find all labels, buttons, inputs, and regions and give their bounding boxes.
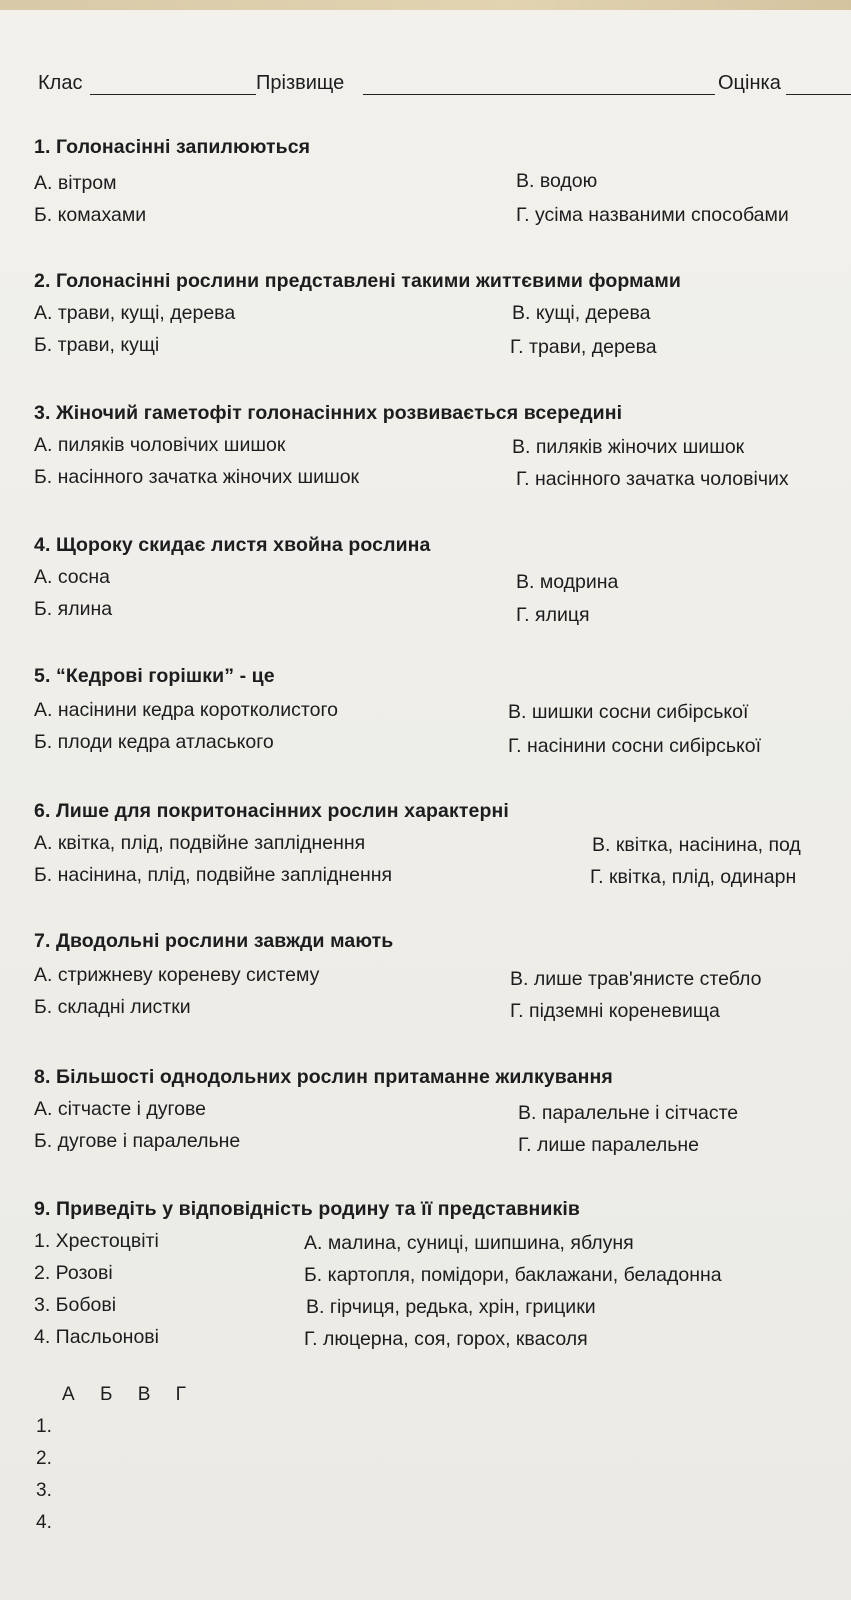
option-b: Б. дугове і паралельне bbox=[34, 1130, 241, 1152]
question-title: 7. Дводольні рослини завжди мають bbox=[34, 930, 394, 952]
option-g: Г. насінного зачатка чоловічих bbox=[516, 468, 789, 490]
option-a: А. стрижневу кореневу систему bbox=[34, 964, 320, 986]
grade-blank[interactable] bbox=[786, 94, 851, 95]
family-4: 4. Пасльонові bbox=[34, 1326, 159, 1348]
grade-label: Оцінка bbox=[718, 72, 781, 94]
surname-label: Прізвище bbox=[256, 72, 345, 94]
option-a: А. трави, кущі, дерева bbox=[34, 302, 236, 324]
option-a: А. квітка, плід, подвійне запліднення bbox=[34, 832, 366, 854]
option-g: Г. підземні кореневища bbox=[510, 1000, 720, 1022]
header-fields bbox=[38, 72, 851, 98]
question-4 bbox=[34, 534, 851, 634]
option-b: Б. насінного зачатка жіночих шишок bbox=[34, 466, 360, 488]
question-title: 4. Щороку скидає листя хвойна рослина bbox=[34, 534, 431, 556]
question-3 bbox=[34, 402, 851, 502]
representatives-v: В. гірчиця, редька, хрін, грицики bbox=[306, 1296, 596, 1318]
option-a: А. пиляків чоловічих шишок bbox=[34, 434, 286, 456]
question-1 bbox=[34, 136, 851, 236]
answer-row-2[interactable]: 2. bbox=[36, 1448, 52, 1469]
option-g: Г. ялиця bbox=[516, 604, 590, 626]
option-b: Б. комахами bbox=[34, 204, 147, 226]
class-label: Клас bbox=[38, 72, 83, 94]
option-v: В. водою bbox=[516, 170, 598, 192]
answer-grid-header: А Б В Г bbox=[62, 1384, 196, 1405]
question-6 bbox=[34, 800, 851, 900]
option-g: Г. трави, дерева bbox=[510, 336, 657, 358]
option-v: В. паралельне і сітчасте bbox=[518, 1102, 739, 1124]
option-a: А. насінини кедра коротколистого bbox=[34, 699, 338, 721]
option-g: Г. усіма названими способами bbox=[516, 204, 789, 226]
family-2: 2. Розові bbox=[34, 1262, 113, 1284]
question-8 bbox=[34, 1066, 851, 1166]
family-1: 1. Хрестоцвіті bbox=[34, 1230, 159, 1252]
option-g: Г. насінини сосни сибірської bbox=[508, 735, 762, 757]
option-a: А. сітчасте і дугове bbox=[34, 1098, 206, 1120]
question-title: 6. Лише для покритонасінних рослин характерні bbox=[34, 800, 509, 822]
option-b: Б. трави, кущі bbox=[34, 334, 160, 356]
question-9 bbox=[34, 1198, 851, 1548]
representatives-b: Б. картопля, помідори, баклажани, беладонна bbox=[304, 1264, 722, 1286]
surname-blank[interactable] bbox=[363, 94, 715, 95]
option-b: Б. насінина, плід, подвійне запліднення bbox=[34, 864, 393, 886]
option-v: В. модрина bbox=[516, 571, 619, 593]
question-title: 9. Приведіть у відповідність родину та її представників bbox=[34, 1198, 580, 1220]
option-g: Г. лише паралельне bbox=[518, 1134, 700, 1156]
option-a: А. сосна bbox=[34, 566, 111, 588]
representatives-a: А. малина, суниці, шипшина, яблуня bbox=[304, 1232, 634, 1254]
option-v: В. пиляків жіночих шишок bbox=[512, 436, 745, 458]
answer-row-4[interactable]: 4. bbox=[36, 1512, 52, 1533]
option-b: Б. плоди кедра атласького bbox=[34, 731, 274, 753]
question-title: 8. Більшості однодольних рослин притаманне жилкування bbox=[34, 1066, 613, 1088]
question-title: 2. Голонасінні рослини представлені такими життєвими формами bbox=[34, 270, 681, 292]
option-a: А. вітром bbox=[34, 172, 117, 194]
question-5 bbox=[34, 665, 851, 765]
answer-row-1[interactable]: 1. bbox=[36, 1416, 52, 1437]
option-v: В. шишки сосни сибірської bbox=[508, 701, 749, 723]
question-title: 3. Жіночий гаметофіт голонасінних розвивається всередині bbox=[34, 402, 623, 424]
representatives-g: Г. люцерна, соя, горох, квасоля bbox=[304, 1328, 588, 1350]
question-7 bbox=[34, 930, 851, 1030]
class-blank[interactable] bbox=[90, 94, 256, 95]
option-v: В. кущі, дерева bbox=[512, 302, 651, 324]
option-v: В. квітка, насінина, под bbox=[592, 834, 801, 856]
option-g: Г. квітка, плід, одинарн bbox=[590, 866, 797, 888]
question-2 bbox=[34, 270, 851, 370]
family-3: 3. Бобові bbox=[34, 1294, 117, 1316]
answer-row-3[interactable]: 3. bbox=[36, 1480, 52, 1501]
question-title: 1. Голонасінні запилюються bbox=[34, 136, 311, 158]
option-v: В. лише трав'янисте стебло bbox=[510, 968, 762, 990]
background-edge bbox=[0, 0, 851, 10]
option-b: Б. складні листки bbox=[34, 996, 191, 1018]
question-title: 5. “Кедрові горішки” - це bbox=[34, 665, 275, 687]
option-b: Б. ялина bbox=[34, 598, 113, 620]
